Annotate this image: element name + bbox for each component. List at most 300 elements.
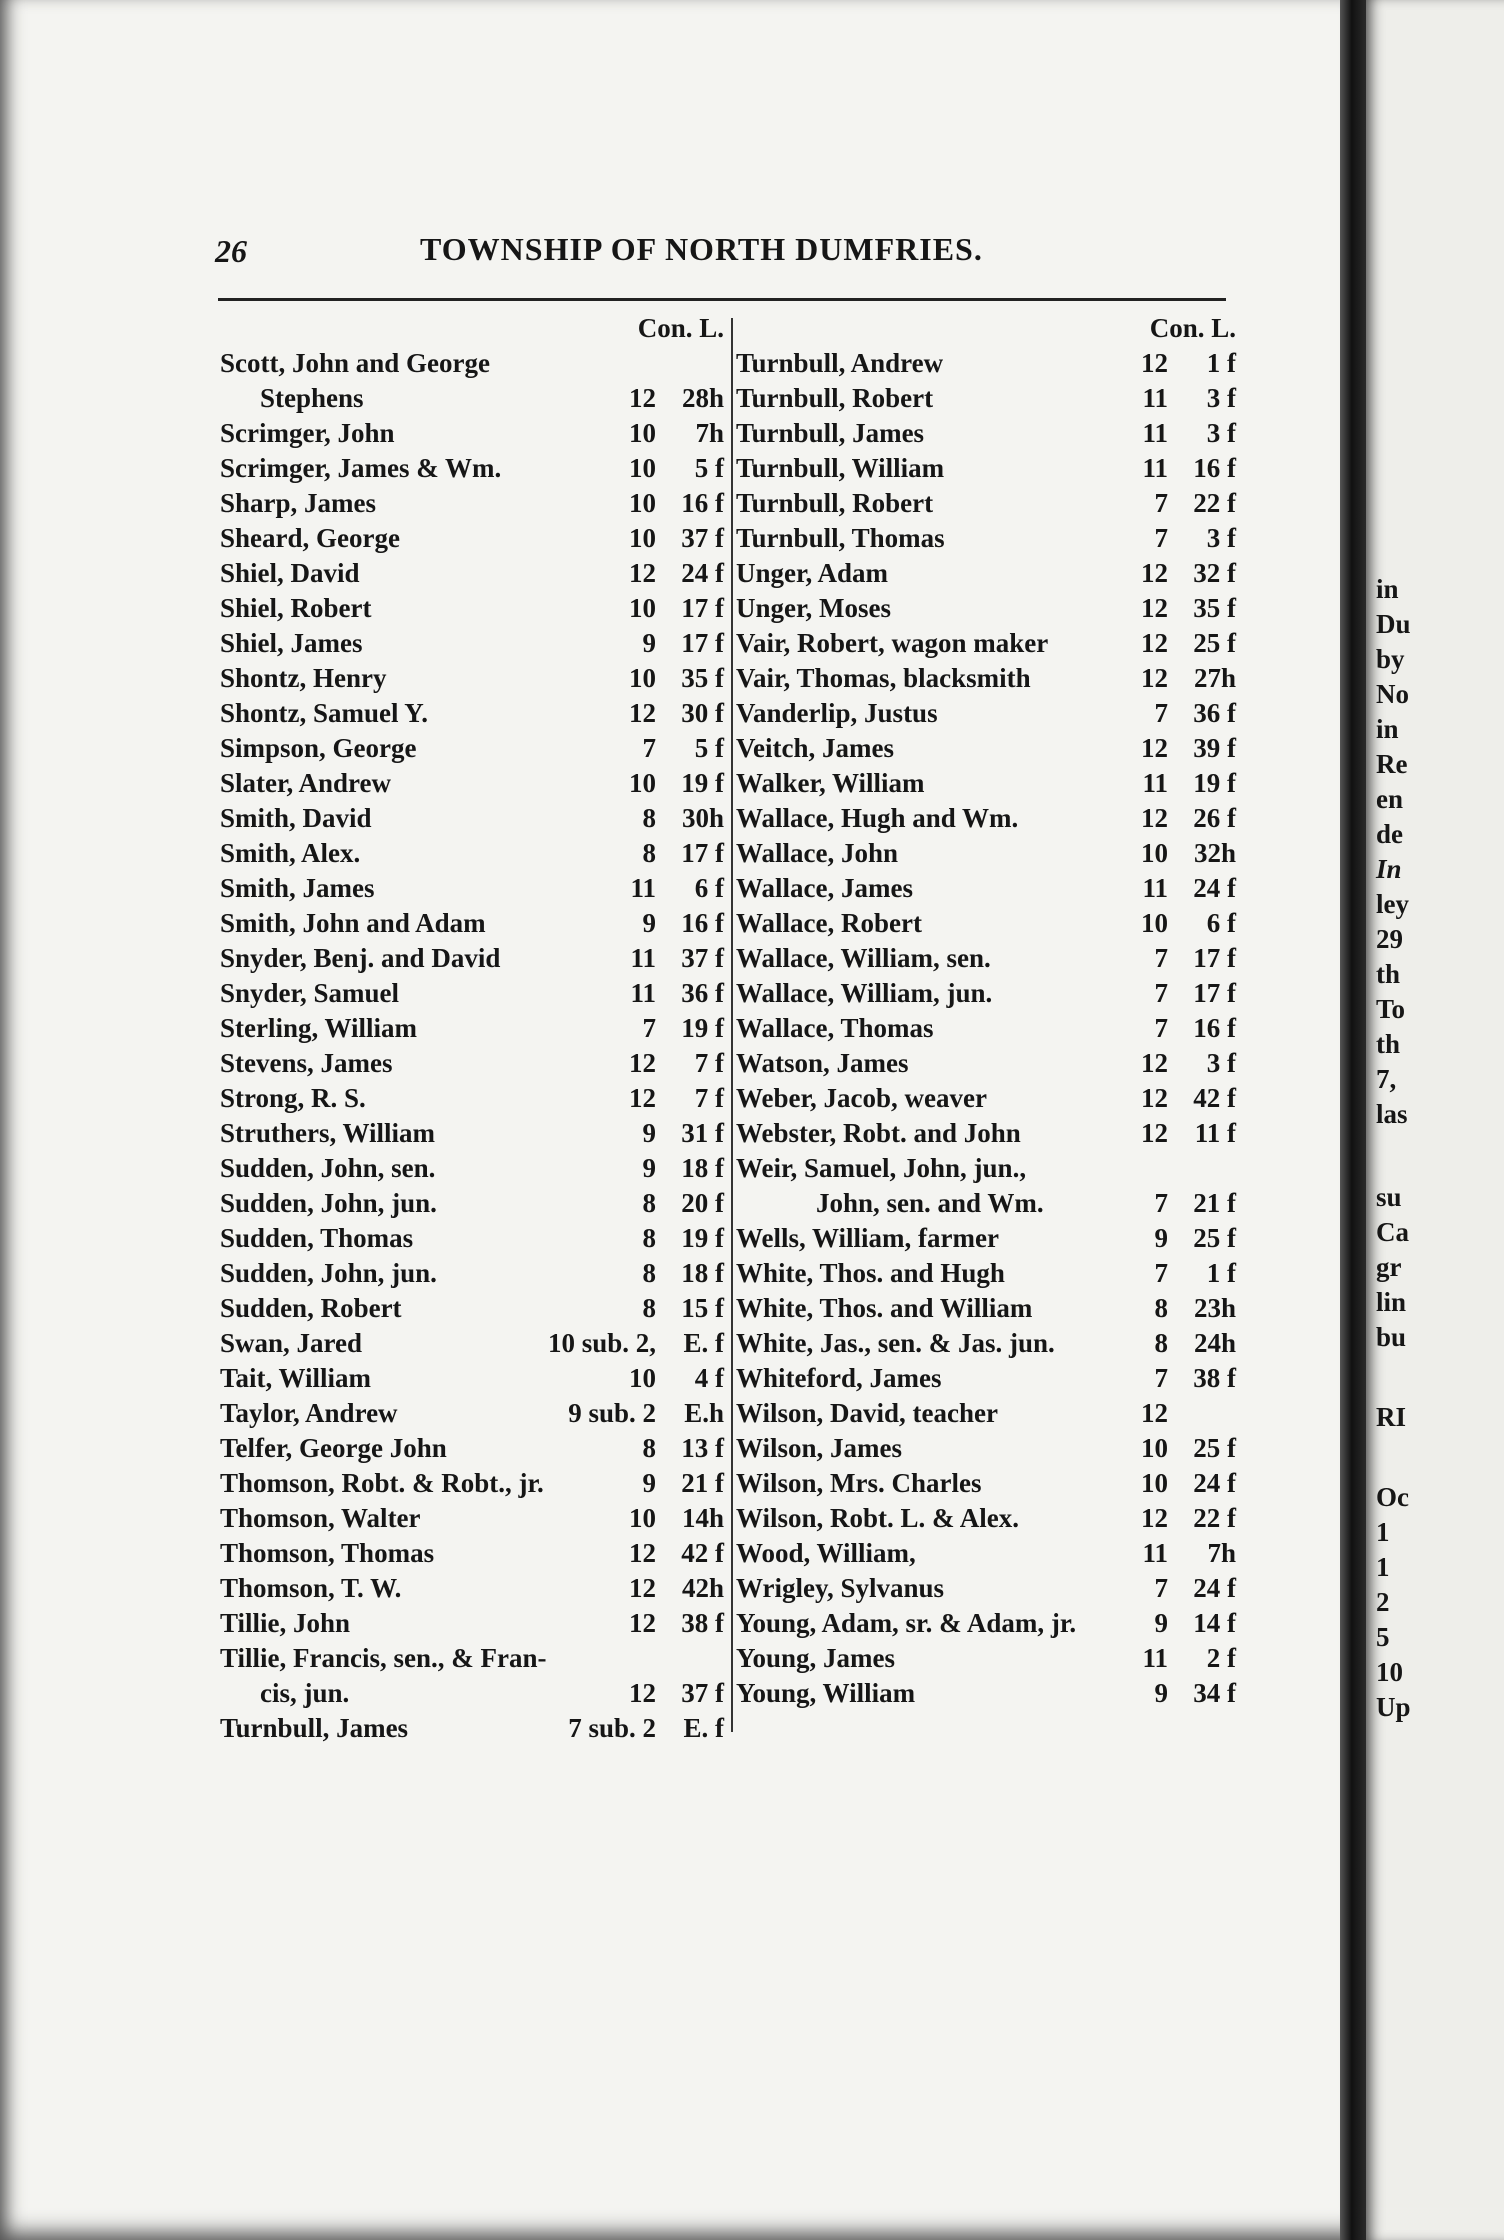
entry-lot: 35 f — [1193, 593, 1236, 623]
directory-entry — [736, 906, 1256, 941]
entry-lot: 24h — [1193, 1328, 1236, 1358]
entry-name: Sudden, John, jun. — [220, 1258, 437, 1288]
entry-concession: 7 — [1154, 1188, 1168, 1218]
entry-name: Wilson, Mrs. Charles — [736, 1468, 982, 1498]
entry-name: Thomson, Robt. & Robt., jr. — [220, 1468, 544, 1498]
adjacent-page-text-fragment: Du — [1376, 609, 1411, 639]
entry-name: Sterling, William — [220, 1013, 418, 1043]
adjacent-page-text-fragment: In — [1376, 854, 1402, 884]
entry-name: Swan, Jared — [220, 1328, 363, 1358]
adjacent-page-text-fragment: lin — [1376, 1287, 1407, 1317]
entry-concession: 12 — [629, 1573, 656, 1603]
entry-name: Telfer, George John — [220, 1433, 447, 1463]
entry-name: Young, James — [736, 1643, 896, 1673]
entry-concession: 11 — [630, 978, 656, 1008]
entry-name: Weber, Jacob, weaver — [736, 1083, 987, 1113]
left-column-header — [220, 310, 728, 346]
entry-lot: 30h — [681, 803, 724, 833]
directory-entry — [736, 626, 1256, 661]
entry-lot: 19 f — [681, 1013, 724, 1043]
entry-name: Unger, Adam — [736, 558, 889, 588]
entry-concession: 12 — [1141, 803, 1168, 833]
left-column — [220, 310, 728, 1746]
entry-lot: 16 f — [1193, 1013, 1236, 1043]
entry-name: Shiel, James — [220, 628, 363, 658]
entry-lot: 17 f — [681, 593, 724, 623]
entry-name: Wood, William, — [736, 1538, 916, 1568]
entry-concession: 11 — [1142, 1643, 1168, 1673]
adjacent-page-text-fragment: su — [1376, 1182, 1402, 1212]
entry-lot: 32h — [1193, 838, 1236, 868]
entry-lot: 14h — [681, 1503, 724, 1533]
entry-lot: 17 f — [681, 838, 724, 868]
directory-entry — [736, 1081, 1256, 1116]
entry-name: Wallace, William, sen. — [736, 943, 991, 973]
entry-lot: 25 f — [1193, 1433, 1236, 1463]
directory-entry — [736, 1641, 1256, 1676]
entry-lot: 22 f — [1193, 488, 1236, 518]
running-head-title: TOWNSHIP OF NORTH DUMFRIES. — [420, 231, 983, 267]
adjacent-page-text-fragment: las — [1376, 1099, 1408, 1129]
entry-lot: 42 f — [681, 1538, 724, 1568]
entry-lot: 7h — [1207, 1538, 1236, 1568]
entry-name: Turnbull, Robert — [736, 383, 934, 413]
entry-concession: 9 — [642, 1468, 656, 1498]
entry-name: Young, Adam, sr. & Adam, jr. — [736, 1608, 1077, 1638]
entry-concession: 12 — [1141, 733, 1168, 763]
entry-name: Vanderlip, Justus — [736, 698, 938, 728]
entry-lot: 19 f — [681, 768, 724, 798]
directory-entry — [220, 1256, 728, 1291]
entry-concession: 12 — [1141, 663, 1168, 693]
entry-name: Veitch, James — [736, 733, 894, 763]
directory-entry — [736, 1151, 1256, 1186]
directory-entry — [220, 1361, 728, 1396]
adjacent-page-text-fragment: Up — [1376, 1692, 1411, 1722]
entry-lot: 28h — [681, 383, 724, 413]
directory-entry — [220, 696, 728, 731]
entry-name: Young, William — [736, 1678, 916, 1708]
entry-concession: 10 — [1141, 1433, 1168, 1463]
entry-concession: 7 — [1154, 1013, 1168, 1043]
directory-entry — [220, 1466, 728, 1501]
entry-lot: 42h — [681, 1573, 724, 1603]
directory-entry — [736, 1396, 1256, 1431]
column-divider — [731, 318, 733, 1732]
entry-name: Strong, R. S. — [220, 1083, 366, 1113]
entry-concession: 12 — [629, 1538, 656, 1568]
directory-entry — [220, 836, 728, 871]
directory-entry — [220, 1221, 728, 1256]
directory-entry — [220, 1571, 728, 1606]
adjacent-page-text-fragment: 1 — [1376, 1552, 1390, 1582]
directory-entry — [736, 836, 1256, 871]
entry-lot: 16 f — [681, 908, 724, 938]
directory-entry — [220, 1151, 728, 1186]
entry-name: Turnbull, Andrew — [736, 348, 944, 378]
entry-name: Snyder, Samuel — [220, 978, 400, 1008]
adjacent-page-text-fragment: 29 — [1376, 924, 1403, 954]
entry-name: Thomson, Thomas — [220, 1538, 435, 1568]
entry-name: Thomson, T. W. — [220, 1573, 402, 1603]
directory-entry — [736, 871, 1256, 906]
lot-label: L. — [1211, 313, 1236, 343]
entry-name: Sharp, James — [220, 488, 377, 518]
entry-lot: 39 f — [1193, 733, 1236, 763]
entry-concession: 10 — [629, 768, 656, 798]
entry-concession: 8 — [642, 1188, 656, 1218]
entry-name: Unger, Moses — [736, 593, 891, 623]
entry-lot: E. f — [683, 1328, 724, 1358]
entry-name: Sudden, Thomas — [220, 1223, 414, 1253]
entry-name: Tillie, John — [220, 1608, 351, 1638]
entry-name: Scrimger, James & Wm. — [220, 453, 502, 483]
directory-entry — [736, 486, 1256, 521]
entry-name: Scott, John and George — [220, 348, 490, 378]
directory-entry — [736, 1256, 1256, 1291]
directory-entry — [736, 1606, 1256, 1641]
directory-entry — [220, 801, 728, 836]
entry-name: Wells, William, farmer — [736, 1223, 999, 1253]
entry-name: Turnbull, William — [736, 453, 945, 483]
directory-entry — [220, 1606, 728, 1641]
entry-lot: 5 f — [694, 453, 724, 483]
header-rule — [218, 298, 1226, 301]
directory-entry — [220, 906, 728, 941]
entry-lot: 1 f — [1206, 348, 1236, 378]
directory-entry — [220, 1291, 728, 1326]
right-entry-list — [736, 346, 1256, 1711]
directory-entry — [220, 941, 728, 976]
entry-concession: 8 — [1154, 1328, 1168, 1358]
directory-entry — [736, 1536, 1256, 1571]
entry-name: Shiel, Robert — [220, 593, 372, 623]
adjacent-page-text-fragment: 7, — [1376, 1064, 1397, 1094]
entry-concession: 11 — [1142, 418, 1168, 448]
entry-lot: 17 f — [1193, 943, 1236, 973]
entry-lot: 7 f — [694, 1083, 724, 1113]
entry-lot: 32 f — [1193, 558, 1236, 588]
entry-concession: 7 — [1154, 523, 1168, 553]
entry-concession: 10 — [629, 1503, 656, 1533]
directory-entry — [220, 521, 728, 556]
entry-concession: 11 — [1142, 873, 1168, 903]
entry-name: Shontz, Samuel Y. — [220, 698, 429, 728]
entry-name: Wilson, David, teacher — [736, 1398, 998, 1428]
entry-lot: 18 f — [681, 1258, 724, 1288]
adjacent-page-text-fragment: th — [1376, 959, 1401, 989]
entry-name: Wrigley, Sylvanus — [736, 1573, 945, 1603]
directory-entry — [220, 591, 728, 626]
directory-entry — [220, 451, 728, 486]
entry-lot: 34 f — [1193, 1678, 1236, 1708]
entry-name: Sudden, John, sen. — [220, 1153, 436, 1183]
entry-concession: 9 — [642, 1153, 656, 1183]
entry-concession: 10 — [1141, 838, 1168, 868]
entry-lot: 38 f — [1193, 1363, 1236, 1393]
entry-name: Scrimger, John — [220, 418, 395, 448]
con-label: Con. — [637, 313, 693, 343]
entry-name: Smith, James — [220, 873, 375, 903]
directory-entry — [736, 1431, 1256, 1466]
entry-concession: 12 — [1141, 1048, 1168, 1078]
directory-entry — [220, 1326, 728, 1361]
entry-name: Wallace, James — [736, 873, 913, 903]
entry-lot: 2 f — [1206, 1643, 1236, 1673]
entry-lot: 23h — [1193, 1293, 1236, 1323]
entry-name: Whiteford, James — [736, 1363, 942, 1393]
adjacent-page-text-fragment: Ca — [1376, 1217, 1409, 1247]
directory-entry — [220, 1186, 728, 1221]
entry-lot: 14 f — [1193, 1608, 1236, 1638]
directory-entry — [736, 346, 1256, 381]
adjacent-page-text-fragment: 10 — [1376, 1657, 1403, 1687]
entry-name: Wilson, Robt. L. & Alex. — [736, 1503, 1020, 1533]
entry-lot: 25 f — [1193, 628, 1236, 658]
entry-concession: 11 — [1142, 383, 1168, 413]
entry-lot: 31 f — [681, 1118, 724, 1148]
entry-lot: 19 f — [1193, 768, 1236, 798]
entry-name: White, Jas., sen. & Jas. jun. — [736, 1328, 1055, 1358]
directory-entry — [736, 1361, 1256, 1396]
left-entry-list — [220, 346, 728, 1746]
entry-name: Wallace, Thomas — [736, 1013, 934, 1043]
entry-concession: 12 — [1141, 593, 1168, 623]
entry-concession: 12 — [1141, 1118, 1168, 1148]
entry-name: Vair, Robert, wagon maker — [736, 628, 1049, 658]
directory-entry — [220, 731, 728, 766]
entry-name: Sudden, Robert — [220, 1293, 402, 1323]
directory-entry — [736, 1571, 1256, 1606]
directory-entry — [736, 941, 1256, 976]
entry-concession: 9 sub. 2 — [568, 1398, 656, 1428]
entry-lot: 24 f — [681, 558, 724, 588]
adjacent-page-text-fragment: To — [1376, 994, 1406, 1024]
adjacent-page-text-fragment: Re — [1376, 749, 1408, 779]
directory-entry — [736, 591, 1256, 626]
entry-lot: 16 f — [1193, 453, 1236, 483]
entry-lot: 6 f — [694, 873, 724, 903]
entry-lot: 4 f — [694, 1363, 724, 1393]
entry-name: Wallace, John — [736, 838, 899, 868]
entry-name: Stevens, James — [220, 1048, 393, 1078]
directory-entry — [220, 1641, 728, 1676]
entry-concession: 12 — [1141, 1398, 1168, 1428]
entry-name: Snyder, Benj. and David — [220, 943, 501, 973]
adjacent-page-text-fragment: in — [1376, 714, 1399, 744]
entry-concession: 10 — [629, 1363, 656, 1393]
entry-lot: 24 f — [1193, 873, 1236, 903]
entry-concession: 10 — [629, 663, 656, 693]
entry-lot: 13 f — [681, 1433, 724, 1463]
directory-entry — [220, 766, 728, 801]
entry-lot: 38 f — [681, 1608, 724, 1638]
directory-entry — [736, 1501, 1256, 1536]
adjacent-page-text-fragment: No — [1376, 679, 1409, 709]
entry-concession: 8 — [1154, 1293, 1168, 1323]
entry-concession: 10 — [1141, 908, 1168, 938]
entry-concession: 11 — [1142, 1538, 1168, 1568]
directory-entry — [220, 486, 728, 521]
adjacent-page-text-fragment: en — [1376, 784, 1403, 814]
entry-concession: 9 — [1154, 1608, 1168, 1638]
directory-entry — [220, 1011, 728, 1046]
directory-entry — [736, 1326, 1256, 1361]
entry-lot: E. f — [683, 1713, 724, 1743]
entry-lot: 35 f — [681, 663, 724, 693]
directory-entry — [220, 381, 728, 416]
entry-name: Thomson, Walter — [220, 1503, 421, 1533]
directory-entry — [220, 1501, 728, 1536]
directory-entry — [736, 731, 1256, 766]
entry-lot: 15 f — [681, 1293, 724, 1323]
entry-concession: 12 — [629, 558, 656, 588]
entry-lot: 37 f — [681, 1678, 724, 1708]
entry-lot: 7h — [695, 418, 724, 448]
entry-lot: 36 f — [1193, 698, 1236, 728]
entry-lot: 3 f — [1206, 1048, 1236, 1078]
entry-lot: 37 f — [681, 943, 724, 973]
directory-entry — [736, 1186, 1256, 1221]
book-gutter — [1340, 0, 1366, 2240]
entry-concession: 10 — [629, 593, 656, 623]
entry-concession: 12 — [1141, 628, 1168, 658]
entry-concession: 10 sub. 2, — [547, 1328, 656, 1358]
entry-lot: 1 f — [1206, 1258, 1236, 1288]
adjacent-page-text-fragment: Oc — [1376, 1482, 1409, 1512]
entry-lot: 16 f — [681, 488, 724, 518]
directory-entry — [736, 661, 1256, 696]
directory-entry — [220, 661, 728, 696]
entry-concession: 12 — [629, 1048, 656, 1078]
entry-name: Wilson, James — [736, 1433, 903, 1463]
entry-lot: 24 f — [1193, 1468, 1236, 1498]
directory-entry — [220, 1046, 728, 1081]
directory-entry — [220, 1116, 728, 1151]
con-label: Con. — [1149, 313, 1205, 343]
entry-concession: 11 — [1142, 453, 1168, 483]
entry-concession: 7 — [1154, 1363, 1168, 1393]
adjacent-page-text-fragment: in — [1376, 574, 1399, 604]
entry-concession: 12 — [629, 1678, 656, 1708]
entry-lot: 36 f — [681, 978, 724, 1008]
entry-lot: 18 f — [681, 1153, 724, 1183]
entry-concession: 7 — [642, 1013, 656, 1043]
entry-name: Walker, William — [736, 768, 925, 798]
directory-entry — [736, 451, 1256, 486]
adjacent-page-text-fragment: 2 — [1376, 1587, 1390, 1617]
entry-concession: 10 — [629, 418, 656, 448]
entry-lot: 21 f — [681, 1468, 724, 1498]
directory-entry — [736, 1291, 1256, 1326]
entry-concession: 7 — [1154, 1573, 1168, 1603]
directory-entry — [220, 1711, 728, 1746]
entry-concession: 7 — [642, 733, 656, 763]
entry-concession: 12 — [629, 1608, 656, 1638]
entry-concession: 12 — [629, 698, 656, 728]
entry-lot: 22 f — [1193, 1503, 1236, 1533]
directory-entry — [220, 1081, 728, 1116]
entry-name: Turnbull, Thomas — [736, 523, 945, 553]
entry-lot: 42 f — [1193, 1083, 1236, 1113]
directory-entry — [220, 976, 728, 1011]
lot-label: L. — [699, 313, 724, 343]
directory-entry — [736, 1011, 1256, 1046]
directory-entry — [736, 521, 1256, 556]
entry-concession: 8 — [642, 1293, 656, 1323]
entry-lot: 17 f — [681, 628, 724, 658]
directory-entry — [736, 416, 1256, 451]
entry-concession: 12 — [1141, 1503, 1168, 1533]
entry-concession: 7 — [1154, 943, 1168, 973]
entry-lot: 11 f — [1194, 1118, 1236, 1148]
entry-concession: 11 — [630, 943, 656, 973]
entry-concession: 11 — [1142, 768, 1168, 798]
entry-concession: 12 — [629, 1083, 656, 1113]
entry-concession: 8 — [642, 803, 656, 833]
entry-name: Tillie, Francis, sen., & Fran- — [220, 1643, 547, 1673]
directory-entry — [220, 416, 728, 451]
entry-name: Struthers, William — [220, 1118, 436, 1148]
entry-name: cis, jun. — [260, 1678, 350, 1708]
adjacent-page-text-fragment: RI — [1376, 1402, 1407, 1432]
entry-lot: 24 f — [1193, 1573, 1236, 1603]
entry-concession: 9 — [642, 628, 656, 658]
entry-lot: 17 f — [1193, 978, 1236, 1008]
directory-entry — [736, 696, 1256, 731]
entry-concession: 7 — [1154, 698, 1168, 728]
directory-entry — [736, 1046, 1256, 1081]
entry-lot: 3 f — [1206, 418, 1236, 448]
entry-lot: 7 f — [694, 1048, 724, 1078]
directory-entry — [220, 871, 728, 906]
directory-entry — [220, 556, 728, 591]
entry-lot: 30 f — [681, 698, 724, 728]
entry-name: Wallace, Hugh and Wm. — [736, 803, 1019, 833]
directory-entry — [736, 1676, 1256, 1711]
directory-entry — [736, 1466, 1256, 1501]
entry-name: Smith, Alex. — [220, 838, 361, 868]
entry-concession: 10 — [1141, 1468, 1168, 1498]
directory-entry — [736, 556, 1256, 591]
entry-concession: 8 — [642, 838, 656, 868]
entry-name: White, Thos. and William — [736, 1293, 1033, 1323]
adjacent-page-text-fragment: bu — [1376, 1322, 1407, 1352]
adjacent-page-text-fragment: th — [1376, 1029, 1401, 1059]
entry-name: Simpson, George — [220, 733, 417, 763]
entry-concession: 12 — [1141, 1083, 1168, 1113]
entry-concession: 9 — [642, 908, 656, 938]
directory-entry — [736, 766, 1256, 801]
entry-lot: 37 f — [681, 523, 724, 553]
entry-concession: 9 — [642, 1118, 656, 1148]
entry-name: Stephens — [260, 383, 364, 413]
directory-entry — [220, 626, 728, 661]
adjacent-page-text-fragment: 5 — [1376, 1622, 1390, 1652]
adjacent-page-text-fragment: gr — [1376, 1252, 1402, 1282]
entry-concession: 8 — [642, 1433, 656, 1463]
adjacent-page-text-fragment: 1 — [1376, 1517, 1390, 1547]
entry-lot: 3 f — [1206, 383, 1236, 413]
entry-name: Shontz, Henry — [220, 663, 387, 693]
entry-lot: 21 f — [1193, 1188, 1236, 1218]
entry-concession: 9 — [1154, 1223, 1168, 1253]
entry-lot: 6 f — [1206, 908, 1236, 938]
directory-entry — [736, 801, 1256, 836]
directory-entry — [736, 976, 1256, 1011]
entry-name: Turnbull, James — [220, 1713, 409, 1743]
entry-name: Watson, James — [736, 1048, 909, 1078]
